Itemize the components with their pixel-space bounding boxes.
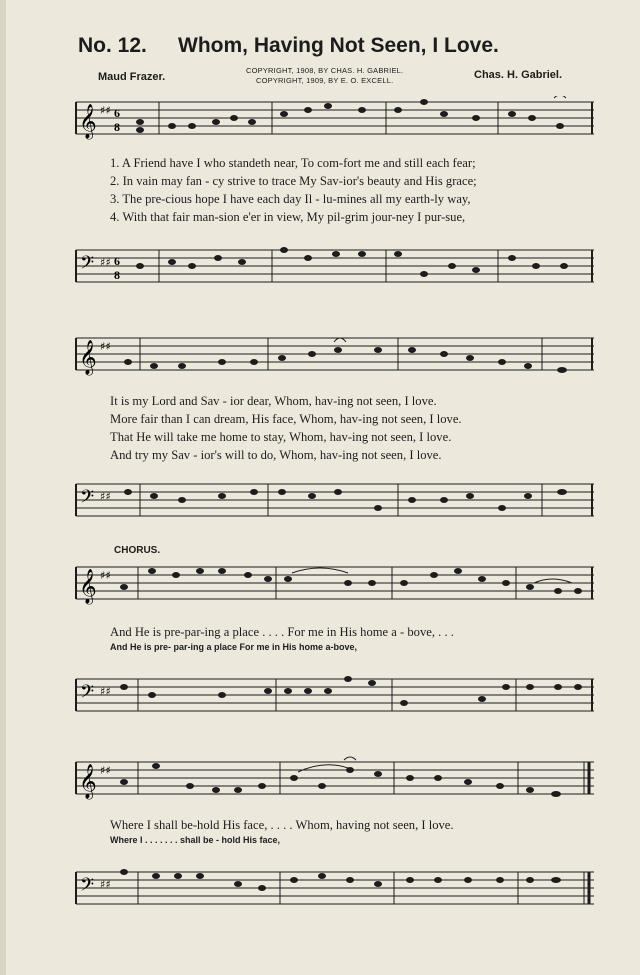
verse-line: And try my Sav - ior's will to do, Whom, hav-ing not seen, I love.	[110, 448, 442, 462]
verse-line: 4. With that fair man-sion e'er in view, My pil-grim jour-ney I pur-sue,	[110, 210, 466, 224]
svg-text:♯♯: ♯♯	[100, 764, 111, 777]
chorus-label: CHORUS.	[114, 545, 161, 556]
svg-text:♯♯: ♯♯	[100, 685, 111, 698]
treble-staff-4	[72, 756, 597, 799]
chorus-lyrics-1	[110, 623, 600, 653]
svg-text:6: 6	[114, 106, 120, 120]
page-edge	[0, 0, 6, 975]
svg-text:♯♯: ♯♯	[100, 490, 111, 503]
svg-text:6: 6	[114, 254, 120, 268]
verse-line: 2. In vain may fan - cy strive to trace My Sav-ior's beauty and His grace;	[110, 174, 477, 188]
svg-text:𝄞: 𝄞	[79, 104, 97, 139]
svg-text:8: 8	[114, 268, 120, 282]
treble-staff-2	[72, 332, 597, 375]
svg-text:𝄞: 𝄞	[79, 569, 97, 604]
copyright-2: COPYRIGHT, 1909, BY E. O. EXCELL.	[256, 76, 394, 85]
treble-staff-3	[72, 561, 597, 604]
verse-line: That He will take me home to stay, Whom, hav-ing not seen, I love.	[110, 430, 452, 444]
svg-text:𝄞: 𝄞	[79, 764, 97, 799]
verse-line: More fair than I can dream, His face, Whom, hav-ing not seen, I love.	[110, 412, 462, 426]
svg-text:♯♯: ♯♯	[100, 104, 111, 117]
music-system-3	[72, 545, 602, 725]
music-system-4	[72, 742, 602, 922]
credits-line	[70, 66, 610, 88]
hymn-number: No. 12.	[78, 34, 147, 57]
chorus-lyrics-2	[110, 816, 600, 846]
svg-text:𝄢: 𝄢	[80, 682, 95, 707]
svg-text:♯♯: ♯♯	[100, 569, 111, 582]
verse-line: It is my Lord and Sav - ior dear, Whom, hav-ing not seen, I love.	[110, 394, 437, 408]
composer: Chas. H. Gabriel.	[474, 69, 563, 81]
svg-text:♯♯: ♯♯	[100, 878, 111, 891]
bass-staff-4	[72, 866, 597, 906]
svg-text:𝄢: 𝄢	[80, 487, 95, 512]
bass-staff-2	[72, 478, 597, 518]
verses-block-1	[110, 154, 600, 226]
svg-text:♯♯: ♯♯	[100, 340, 111, 353]
treble-staff-1	[72, 96, 597, 139]
chorus-line: And He is pre-par-ing a place . . . . For me in His home a - bove, . . .	[110, 625, 454, 639]
hymn-header	[70, 34, 610, 68]
chorus-line: Where I shall be-hold His face, . . . . Whom, having not seen, I love.	[110, 818, 454, 832]
svg-text:𝄞: 𝄞	[79, 340, 97, 375]
music-system-1	[72, 92, 602, 302]
hymn-title: Whom, Having Not Seen, I Love.	[178, 34, 499, 57]
verse-line: 3. The pre-cious hope I have each day Il - lu-mines all my earth-ly way,	[110, 192, 471, 206]
svg-text:8: 8	[114, 120, 120, 134]
svg-text:♯♯: ♯♯	[100, 256, 111, 269]
bass-staff-1	[72, 244, 597, 284]
lyricist: Maud Frazer.	[98, 71, 166, 83]
music-system-2	[72, 320, 602, 520]
copyright-1: COPYRIGHT, 1908, BY CHAS. H. GABRIEL.	[246, 66, 404, 75]
svg-text:𝄢: 𝄢	[80, 875, 95, 900]
bass-staff-3	[72, 673, 597, 713]
svg-text:𝄢: 𝄢	[80, 253, 95, 278]
verse-line: 1. A Friend have I who standeth near, To com-fort me and still each fear;	[110, 156, 476, 170]
chorus-echo-line: And He is pre- par-ing a place For me in His home a-bove,	[110, 642, 358, 652]
verses-block-2	[110, 392, 600, 464]
chorus-echo-line: Where I . . . . . . . shall be - hold His face,	[110, 835, 281, 845]
